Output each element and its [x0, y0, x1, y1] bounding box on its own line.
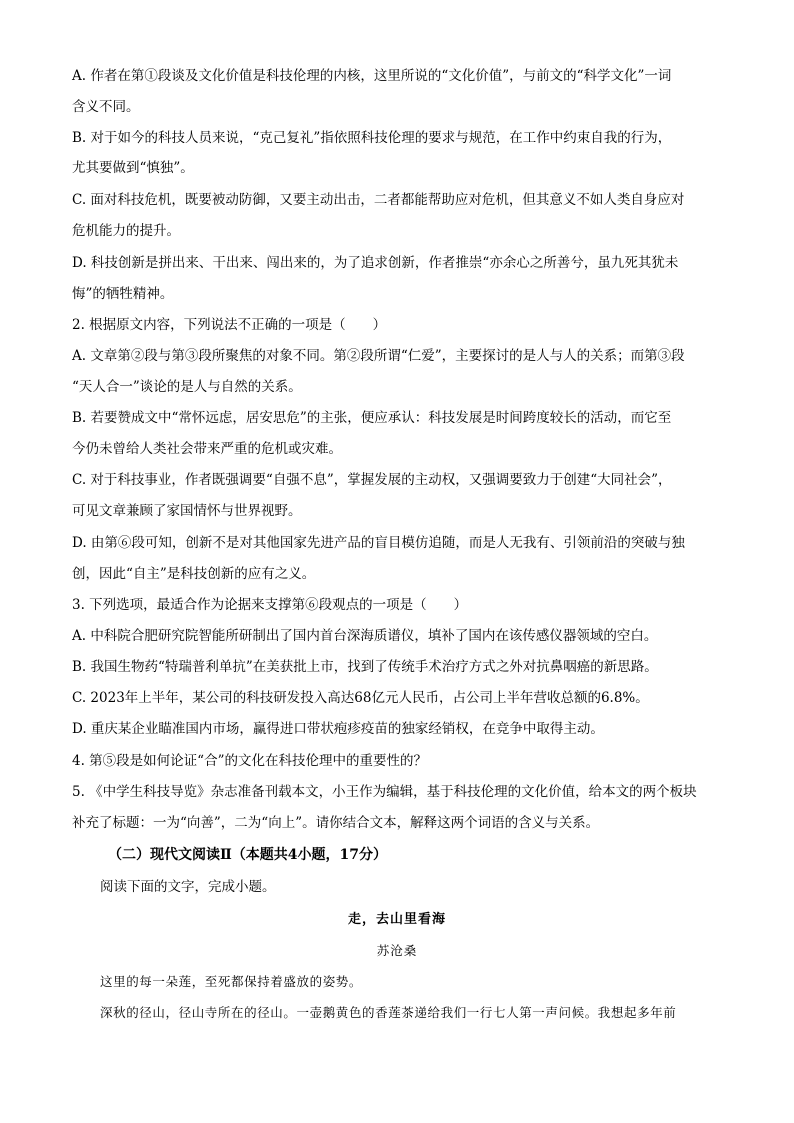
option-b-line-1: B. 对于如今的科技人员来说，“克己复礼”指依照科技伦理的要求与规范，在工作中约束自我的行为，	[72, 130, 672, 146]
article-author: 苏沧桑	[376, 943, 418, 958]
option-a-line-2: 含义不同。	[72, 99, 140, 115]
q2-option-a-line-1: A. 文章第②段与第③段所聚焦的对象不同。第②段所谓“仁爱”，主要探讨的是人与人的关系；而第③段	[72, 348, 685, 364]
q2-option-d-line-1: D. 由第⑥段可知，创新不是对其他国家先进产品的盲目模仿追随，而是人无我有、引领前沿的突破与独	[72, 535, 685, 551]
q2-option-d-line-2: 创，因此“自主”是科技创新的应有之义。	[72, 566, 316, 582]
question-5-line-2: 补充了标题：一为“向善”，二为“向上”。请你结合文本，解释这两个词语的含义与关系。	[72, 815, 600, 831]
article-paragraph-2: 深秋的径山，径山寺所在的径山。一壶鹅黄色的香莲茶递给我们一行七人第一声问候。我想起多年前	[100, 1005, 677, 1020]
option-c-line-1: C. 面对科技危机，既要被动防御，又要主动出击，二者都能帮助应对危机，但其意义不如人类自身应对	[72, 192, 685, 208]
option-c-line-2: 危机能力的提升。	[72, 223, 180, 239]
reading-instruction: 阅读下面的文字，完成小题。	[100, 879, 276, 895]
question-4: 4. 第⑤段是如何论证“合”的文化在科技伦理中的重要性的？	[72, 753, 427, 769]
q3-option-b: B. 我国生物药“特瑞普利单抗”在美获批上市，找到了传统手术治疗方式之外对抗鼻咽癌的新思路。	[72, 659, 658, 675]
q3-option-c: C. 2023年上半年，某公司的科技研发投入高达68亿元人民币，占公司上半年营收总额的6.8%。	[72, 690, 649, 706]
q2-option-c-line-2: 可见文章兼顾了家国情怀与世界视野。	[72, 503, 302, 519]
q2-option-b-line-1: B. 若要赞成文中“常怀远虑，居安思危”的主张，便应承认：科技发展是时间跨度较长的活动，而它至	[72, 410, 672, 426]
article-title: 走，去山里看海	[347, 912, 446, 927]
question-2: 2. 根据原文内容，下列说法不正确的一项是（ ）	[72, 317, 387, 333]
option-a-line-1: A. 作者在第①段谈及文化价值是科技伦理的内核，这里所说的“文化价值”，与前文的“科学文化”一词	[72, 68, 672, 84]
question-5-line-1: 5. 《中学生科技导览》杂志准备刊载本文，小王作为编辑，基于科技伦理的文化价值，给本文的两个板块	[72, 784, 697, 800]
option-d-line-1: D. 科技创新是拼出来、干出来、闯出来的，为了追求创新，作者推崇“亦余心之所善兮，虽九死其犹未	[72, 255, 679, 271]
q2-option-c-line-1: C. 对于科技事业，作者既强调要“自强不息”，掌握发展的主动权，又强调要致力于创建“大同社会”，	[72, 472, 672, 488]
q2-option-b-line-2: 今仍未曾给人类社会带来严重的危机或灾难。	[72, 441, 342, 457]
section-heading: （二）现代文阅读Ⅱ（本题共4小题，17分）	[108, 847, 388, 863]
q2-option-a-line-2: “天人合一”谈论的是人与自然的关系。	[72, 379, 302, 395]
option-d-line-2: 悔”的牺牲精神。	[72, 286, 174, 302]
q3-option-a: A. 中科院合肥研究院智能所研制出了国内首台深海质谱仪，填补了国内在该传感仪器领域的空白。	[72, 628, 658, 644]
q3-option-d: D. 重庆某企业瞄准国内市场，赢得进口带状疱疹疫苗的独家经销权，在竞争中取得主动。	[72, 721, 604, 737]
question-3: 3. 下列选项，最适合作为论据来支撑第⑥段观点的一项是（ ）	[72, 597, 468, 613]
article-paragraph-1: 这里的每一朵莲，至死都保持着盛放的姿势。	[100, 974, 363, 989]
option-b-line-2: 尤其要做到“慎独”。	[72, 160, 194, 176]
